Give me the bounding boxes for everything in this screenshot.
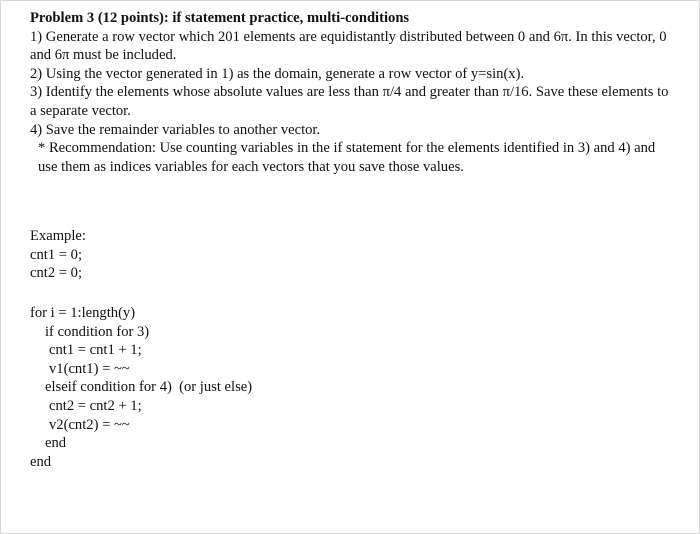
example-heading: Example: xyxy=(30,228,86,244)
example-init-block xyxy=(30,227,430,283)
code-line-cnt2-init: cnt2 = 0; xyxy=(30,265,83,282)
code-line-end-if: end xyxy=(45,435,67,452)
example-loop-block xyxy=(30,304,430,471)
problem-item-3: 3) Identify the elements whose absolute values are less than π/4 and greater than π/16. Save these elements to a separate vector. xyxy=(30,84,669,119)
code-line-end-for: end xyxy=(30,453,52,470)
problem-item-1: 1) Generate a row vector which 201 elements are equidistantly distributed between 0 and 6π. In this vector, 0 and 6π must be included. xyxy=(30,28,667,64)
problem-title: Problem 3 (12 points): if statement practice, multi-conditions xyxy=(30,10,410,26)
code-line-elseif: elseif condition for 4) (or just else) xyxy=(45,379,253,396)
code-line-cnt1-init: cnt1 = 0; xyxy=(30,246,83,263)
code-line-v2-assign: v2(cnt2) = ~~ xyxy=(49,416,130,433)
problem-statement xyxy=(30,9,670,176)
code-line-for: for i = 1:length(y) xyxy=(30,305,136,321)
recommendation-note: * Recommendation: Use counting variables in the if statement for the elements identified in 3) and 4) and use them as indices variables for each vectors that you save those values. xyxy=(38,140,656,175)
code-line-cnt1-increment: cnt1 = cnt1 + 1; xyxy=(49,342,142,359)
code-line-v1-assign: v1(cnt1) = ~~ xyxy=(49,360,130,377)
problem-item-2: 2) Using the vector generated in 1) as the domain, generate a row vector of y=sin(x). xyxy=(30,65,525,82)
code-line-if: if condition for 3) xyxy=(45,323,150,340)
problem-item-4: 4) Save the remainder variables to another vector. xyxy=(30,121,321,138)
code-line-cnt2-increment: cnt2 = cnt2 + 1; xyxy=(49,397,142,414)
